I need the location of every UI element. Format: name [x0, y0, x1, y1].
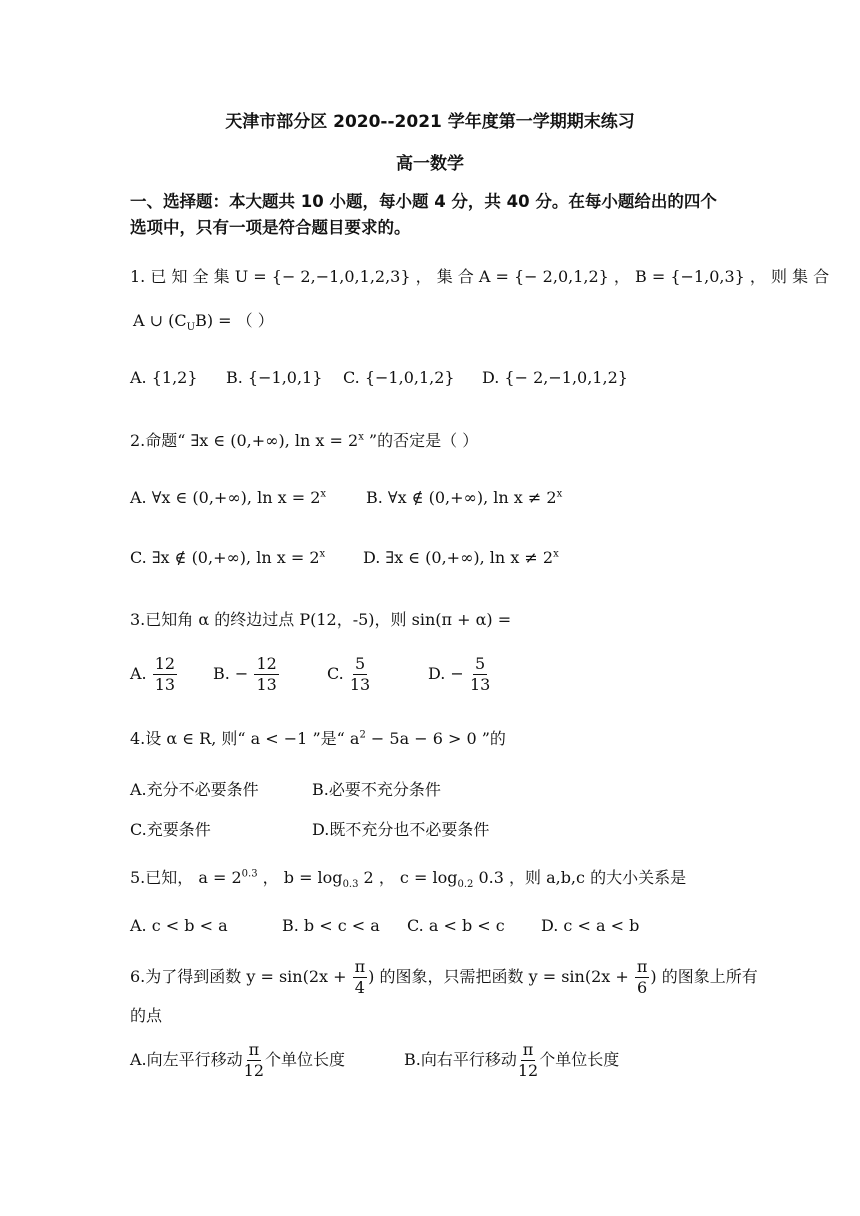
q3-optA-numerator: 12 [154, 654, 176, 673]
question-1-stem-line2 [133, 308, 274, 333]
q3-optA-fraction [153, 656, 177, 693]
question-4-option-a: A.充分不必要条件 [130, 780, 259, 799]
q2-optD-sup: x [553, 548, 559, 560]
question-3-option-d [428, 656, 491, 693]
q6-part1: 6.为了得到函数 y = sin(2x + [130, 967, 347, 986]
question-4-stem [130, 726, 506, 749]
question-5-option-c: C. a < b < c [407, 916, 505, 935]
q3-optC-label: C. [327, 664, 344, 683]
q2-optC-sup: x [319, 548, 326, 560]
q6-optA-numerator: π [248, 1040, 260, 1059]
q2-stem-pre: 2.命题“ ∃x ∈ (0,+∞), ln x = 2 [130, 431, 359, 450]
q3-optB-fraction [254, 656, 278, 693]
q6-part2: ) 的图象，只需把函数 y = sin(2x + [368, 967, 629, 986]
question-5-option-b: B. b < c < a [282, 916, 380, 935]
question-6-stem [130, 959, 758, 996]
q6-f1-denominator: 4 [354, 978, 365, 997]
question-6-stem-line2: 的点 [130, 1006, 163, 1025]
q2-optC-text: C. ∃x ∉ (0,+∞), ln x = 2 [130, 548, 320, 567]
question-5-stem [130, 865, 686, 890]
q6-part3: ) 的图象上所有 [650, 967, 758, 986]
question-2-option-d [363, 548, 559, 567]
q6-optA-fraction [244, 1042, 264, 1079]
q5-part3: 2 ， c = log [358, 868, 458, 887]
q5-part2: ， b = log [257, 868, 343, 887]
q3-optC-denominator: 13 [349, 675, 371, 694]
q2-stem-post: ”的否定是（ ） [363, 431, 479, 450]
q4-stem-pre: 4.设 α ∈ R, 则“ a < −1 ”是“ a [130, 729, 360, 748]
question-6-option-a [130, 1042, 345, 1079]
q2-stem-sup: x [358, 431, 364, 443]
q2-optB-text: B. ∀x ∉ (0,+∞), ln x ≠ 2 [366, 488, 557, 507]
q3-optA-label: A. [130, 664, 147, 683]
question-4-option-b: B.必要不充分条件 [312, 780, 441, 799]
q6-fraction-1 [353, 959, 368, 996]
q3-optA-denominator: 13 [154, 675, 176, 694]
q3-optB-numerator: 12 [256, 654, 277, 673]
q3-optC-fraction [350, 656, 370, 693]
question-1-stem: 1. 已 知 全 集 U = {− 2,−1,0,1,2,3} ， 集 合 A = {− 2,0,1,2} ， B = {−1,0,3} ， 则 集 合 [130, 267, 830, 286]
q6-optB-denominator: 12 [517, 1061, 539, 1080]
question-2-stem [130, 428, 478, 451]
q6-optA-pre: A.向左平行移动 [130, 1050, 243, 1069]
question-2-option-b [366, 488, 562, 507]
question-3-stem: 3.已知角 α 的终边过点 P(12，-5)，则 sin(π + α) = [130, 610, 512, 629]
question-5-option-a: A. c < b < a [130, 916, 228, 935]
q6-optA-denominator: 12 [243, 1061, 265, 1080]
q2-optA-text: A. ∀x ∈ (0,+∞), ln x = 2 [130, 488, 321, 507]
q2-optD-text: D. ∃x ∈ (0,+∞), ln x ≠ 2 [363, 548, 554, 567]
q4-stem-sup: 2 [359, 729, 366, 741]
question-3-option-a [130, 656, 178, 693]
q6-optB-pre: B.向右平行移动 [404, 1050, 517, 1069]
question-4-option-d: D.既不充分也不必要条件 [312, 820, 490, 839]
question-1-option-c: C. {−1,0,1,2} [343, 368, 455, 387]
q6-optB-numerator: π [522, 1040, 534, 1059]
q3-optC-numerator: 5 [354, 654, 366, 673]
question-1-option-d: D. {− 2,−1,0,1,2} [482, 368, 628, 387]
q5-sup: 0.3 [241, 868, 258, 880]
q6-f2-denominator: 6 [637, 978, 648, 997]
q3-optD-fraction [470, 656, 490, 693]
question-2-option-a [130, 488, 326, 507]
section-heading-line1: 一、选择题：本大题共 10 小题，每小题 4 分，共 40 分。在每小题给出的四个 [130, 192, 717, 211]
question-5-option-d: D. c < a < b [541, 916, 640, 935]
q3-optB-denominator: 13 [256, 675, 277, 694]
q6-optB-post: 个单位长度 [539, 1050, 620, 1069]
section-heading-line2: 选项中，只有一项是符合题目要求的。 [130, 218, 411, 237]
q5-part4: 0.3 ，则 a,b,c 的大小关系是 [473, 868, 687, 887]
q5-sub-b: 0.3 [342, 879, 359, 891]
q3-optD-numerator: 5 [475, 654, 486, 673]
q2-optA-sup: x [320, 488, 327, 500]
question-1-option-a: A. {1,2} [130, 368, 198, 387]
q5-part1: 5.已知， a = 2 [130, 868, 242, 887]
q4-stem-post: − 5a − 6 > 0 ”的 [365, 729, 506, 748]
q3-optB-label: B. − [213, 664, 249, 683]
q6-fraction-2 [635, 959, 650, 996]
question-6-option-b [404, 1042, 619, 1079]
q6-f2-numerator: π [636, 957, 648, 976]
q3-optD-denominator: 13 [469, 675, 491, 694]
q2-optB-sup: x [556, 488, 563, 500]
q6-f1-numerator: π [354, 957, 366, 976]
q6-optA-post: 个单位长度 [265, 1050, 346, 1069]
q1-union-text: A ∪ (C [133, 311, 187, 330]
question-3-option-c [327, 656, 371, 693]
question-4-option-c: C.充要条件 [130, 820, 211, 839]
q1-stem-end: B) = （ ） [195, 311, 274, 330]
page-title: 天津市部分区 2020--2021 学年度第一学期期末练习 [225, 112, 635, 132]
q6-optB-fraction [518, 1042, 538, 1079]
question-1-option-b: B. {−1,0,1} [226, 368, 323, 387]
q3-optD-label: D. − [428, 664, 464, 683]
page-subtitle: 高一数学 [396, 154, 464, 174]
question-2-option-c [130, 548, 325, 567]
question-3-option-b [213, 656, 280, 693]
q1-subscript: U [186, 322, 196, 334]
q5-sub-c: 0.2 [457, 879, 474, 891]
